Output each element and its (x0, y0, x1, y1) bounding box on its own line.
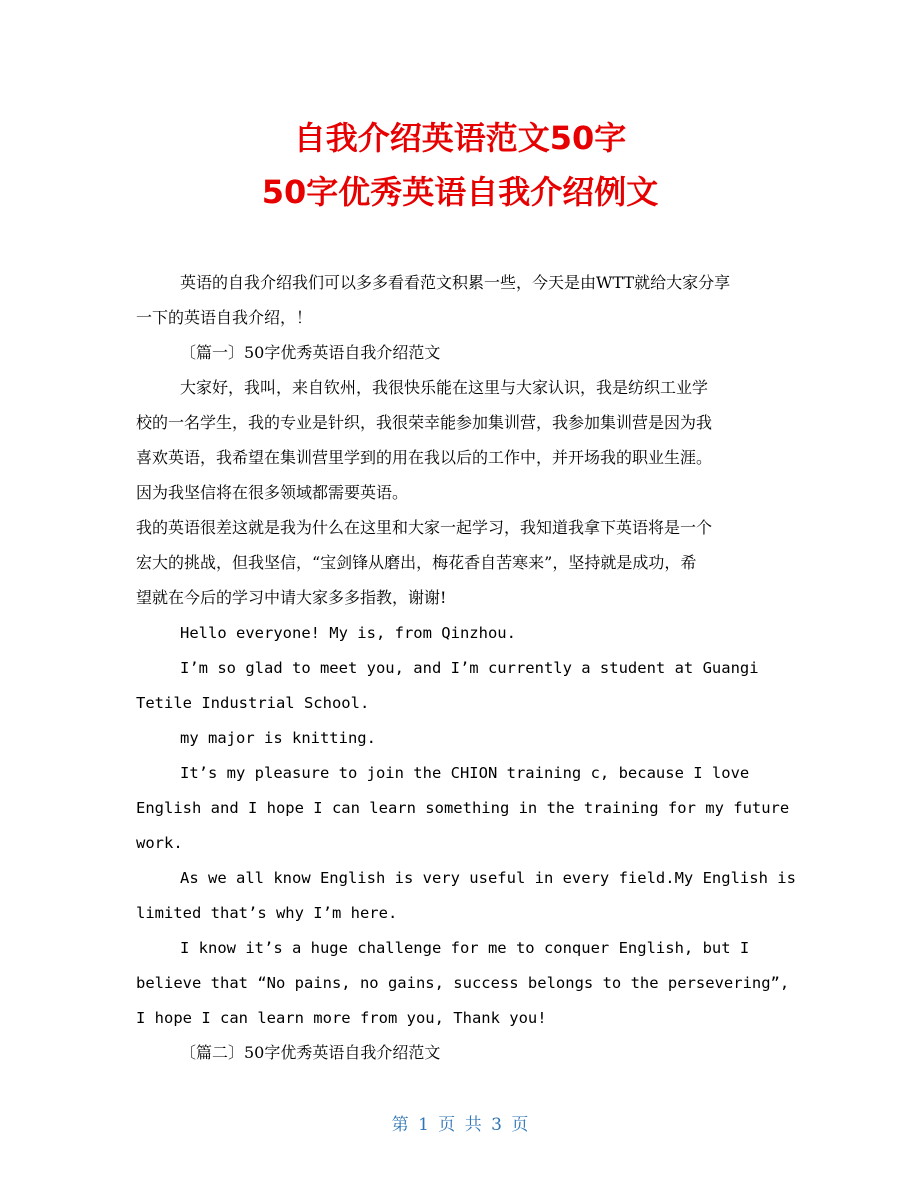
english-line: English and I hope I can learn something in the training for my future (136, 799, 790, 817)
english-line: As we all know English is very useful in every field.My English is (180, 869, 796, 887)
page-number-footer: 第 1 页 共 3 页 (391, 1115, 529, 1135)
paragraph-line: 望就在今后的学习中请大家多多指教，谢谢! (136, 588, 447, 607)
english-line: limited that’s why I’m here. (136, 904, 398, 922)
paragraph-line: 喜欢英语，我希望在集训营里学到的用在我以后的工作中，并开场我的职业生涯。 (136, 448, 713, 467)
document-title-line-2: 50字优秀英语自我介绍例文 (261, 173, 659, 211)
english-line: I know it’s a huge challenge for me to conquer English, but I (180, 939, 750, 957)
english-line: believe that “No pains, no gains, success belongs to the persevering”, (136, 974, 790, 992)
english-line: It’s my pleasure to join the CHION training c, because I love (180, 764, 750, 782)
english-line: I’m so glad to meet you, and I’m currently a student at Guangi (180, 659, 759, 677)
paragraph-line: 大家好，我叫，来自钦州，我很快乐能在这里与大家认识，我是纺织工业学 (180, 378, 709, 397)
paragraph-line: 宏大的挑战，但我坚信，“宝剑锋从磨出，梅花香自苦寒来”，坚持就是成功，希 (136, 553, 697, 572)
intro-line-1: 英语的自我介绍我们可以多多看看范文积累一些，今天是由WTT就给大家分享 (180, 273, 731, 292)
english-line: Hello everyone! My is, from Qinzhou. (180, 624, 516, 642)
paragraph-line: 我的英语很差这就是我为什么在这里和大家一起学习，我知道我拿下英语将是一个 (136, 518, 713, 537)
intro-line-2: 一下的英语自我介绍，！ (136, 308, 313, 327)
section-heading-1: 〔篇一〕50字优秀英语自我介绍范文 (180, 343, 441, 362)
paragraph-line: 因为我坚信将在很多领域都需要英语。 (136, 483, 409, 502)
english-line: I hope I can learn more from you, Thank you! (136, 1009, 547, 1027)
english-line: Tetile Industrial School. (136, 694, 370, 712)
section-heading-2: 〔篇二〕50字优秀英语自我介绍范文 (180, 1043, 441, 1062)
english-line: work. (136, 834, 183, 852)
document-title-line-1: 自我介绍英语范文50字 (293, 119, 627, 157)
english-line: my major is knitting. (180, 729, 376, 747)
paragraph-line: 校的一名学生，我的专业是针织，我很荣幸能参加集训营，我参加集训营是因为我 (136, 413, 713, 432)
